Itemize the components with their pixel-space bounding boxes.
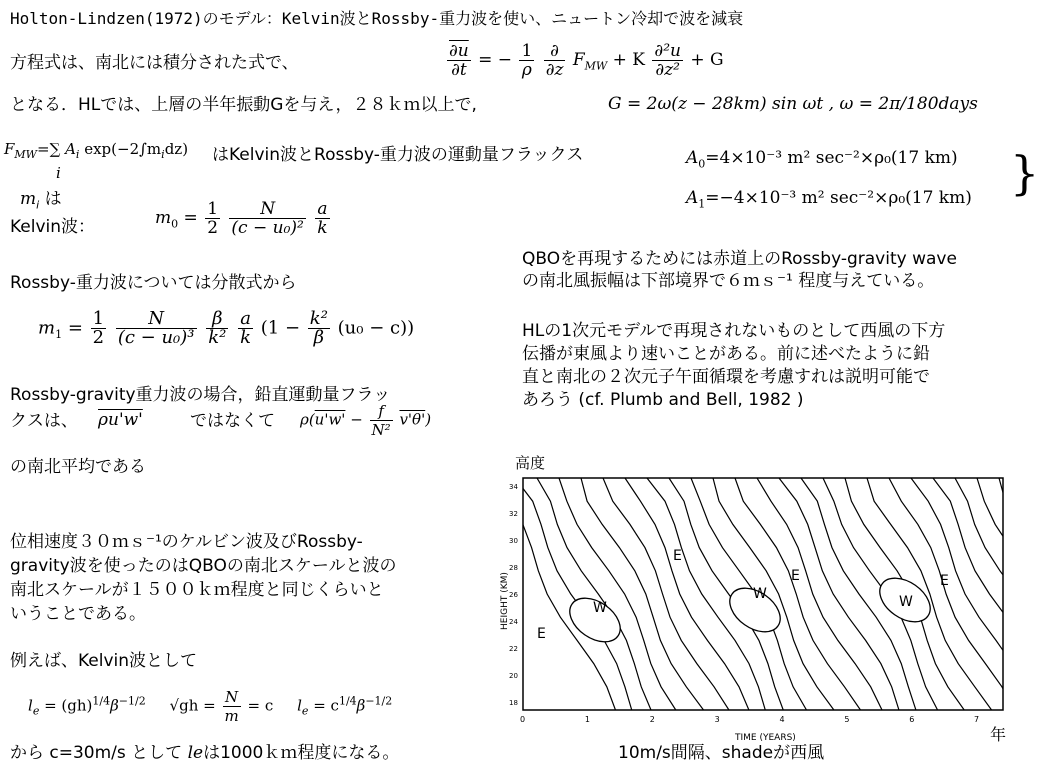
x-tick-label: 3 — [714, 715, 720, 724]
x-tick-label: 1 — [584, 715, 590, 724]
mi-line: $m_i$ は — [20, 189, 62, 212]
phase-line: いうことである。 — [10, 604, 146, 624]
hl-line: 直と南北の２次元子午面循環を考慮すれは説明可能で — [522, 367, 930, 387]
rossby-dispersion-text: Rossby-重力波については分散式から — [10, 273, 297, 293]
figure-caption: 10m/s間隔、shadeが西風 — [618, 743, 825, 763]
qbo-time-height-figure — [495, 470, 1015, 760]
a0-amplitude: $A_0=4\times 10^{-3}$ m² sec⁻²×ρ₀(17 km) — [686, 148, 958, 171]
hl-paragraph — [522, 320, 945, 412]
figure-x-unit: 年 — [990, 725, 1007, 744]
x-tick-label: 7 — [974, 715, 980, 724]
x-tick-label: 5 — [844, 715, 850, 724]
x-tick-label: 4 — [779, 715, 785, 724]
momentum-equation: $\frac{\partial u}{\partial t}$ = − $\frac{1}{\rho}$ $\frac{\partial}{\partial z}$ $F_{MW} + K$ $\frac{\text{∂²u}}{\text{∂z²}}$ + G — [449, 41, 724, 80]
fmw-equation: $F_{MW}=\sum$ $A_i$ $\exp(-2\int m_idz)$ i — [4, 140, 189, 182]
y-tick-label: 34 — [509, 483, 518, 491]
hl-line: あろう (cf. Plumb and Bell, 1982 ) — [522, 390, 804, 410]
le-equation: $l_e = (gh)^{1/4}\beta^{-1/2}$ √gh = $\frac{N}{m}$ = c $l_e = c^{1/4}\beta^{-1/2}$ — [28, 688, 393, 725]
fmw-description: はKelvin波とRossby-重力波の運動量フラックス — [212, 145, 584, 165]
a1-amplitude: $A_1=-4\times 10^{-3}$ m² sec⁻²×ρ₀(17 km) — [686, 188, 972, 211]
rg-flux-line2: クスは、 — [10, 411, 78, 431]
rg-flux-line3: の南北平均である — [10, 457, 146, 477]
region-label: E — [791, 568, 800, 584]
region-label: W — [593, 600, 607, 616]
phase-line: 南北スケールが１５００ｋｍ程度と同じくらいと — [10, 580, 384, 600]
conclusion-text: から c=30m/s として leは1000ｋｍ程度になる。 — [10, 743, 400, 763]
region-label: W — [899, 594, 913, 610]
hl-line: 伝播が東風より速いことがある。前に述べたように鉛 — [522, 344, 930, 364]
rg-flux-full: ρ(u'w' − $\frac{f}{\text{N²}}$ v'θ') — [300, 402, 432, 439]
y-tick-label: 22 — [509, 645, 518, 653]
intro-text: 方程式は、南北には積分された式で、 — [10, 53, 299, 73]
y-tick-label: 30 — [509, 537, 518, 545]
m1-equation: $m_1$ = $\frac{1}{2}$ $\frac{N}{\text{(c − u₀)³}}$ $\frac{\beta}{\text{k²}}$ $\frac{a}{k}$ (1 − $\frac{\text{k²}}{\beta}$ (u₀ − c)) — [38, 308, 415, 348]
phase-speed-paragraph — [10, 530, 397, 626]
qbo-line: の南北風振幅は下部境界で６ｍｓ⁻¹ 程度与えている。 — [522, 271, 935, 291]
region-label: E — [940, 573, 949, 589]
contour-line — [999, 478, 1039, 710]
y-tick-label: 32 — [509, 510, 518, 518]
y-tick-label: 18 — [509, 699, 518, 707]
y-tick-labels — [509, 483, 518, 707]
slide-title: Holton-Lindzen(1972)のモデル：Kelvin波とRossby-重力波を使い、ニュートン冷却で波を減衰 — [10, 9, 744, 28]
qbo-paragraph — [522, 248, 957, 292]
x-tick-label: 2 — [649, 715, 655, 724]
rg-flux-uw: ρu'w' — [98, 410, 143, 430]
example-text: 例えば、Kelvin波として — [10, 651, 198, 671]
x-tick-labels — [520, 715, 979, 724]
y-tick-label: 28 — [509, 564, 518, 572]
phase-line: gravity波を使ったのはQBOの南北スケールと波の — [10, 556, 397, 576]
contour-line — [1021, 478, 1039, 710]
phase-line: 位相速度３０ｍｓ⁻¹のケルビン波及びRossby- — [10, 532, 363, 552]
figure-y-label: 高度 — [515, 454, 546, 472]
x-tick-label: 0 — [520, 715, 526, 724]
g-equation: G = 2ω(z − 28km) sin ωt , ω = 2π/180days — [608, 94, 978, 114]
kelvin-label: Kelvin波： — [10, 217, 96, 237]
hl-forcing-text: となる．HLでは、上層の半年振動Gを与え，２８ｋｍ以上で, — [10, 95, 477, 115]
axis-y-label: HEIGHT (KM) — [500, 572, 510, 630]
region-label: W — [753, 586, 767, 602]
hl-line: HLの1次元モデルで再現されないものとして西風の下方 — [522, 321, 946, 341]
x-tick-label: 6 — [909, 715, 915, 724]
rg-flux-line1: Rossby-gravity重力波の場合，鉛直運動量フラッ — [10, 385, 391, 405]
region-label: E — [673, 548, 682, 564]
y-tick-label: 20 — [509, 672, 518, 680]
rg-not-text: ではなくて — [190, 411, 275, 431]
region-label: E — [537, 626, 546, 642]
m0-equation: $m_0$ = $\frac{1}{2}$ $\frac{N}{\text{(c − u₀)²}}$ $\frac{a}{k}$ — [155, 199, 328, 238]
y-tick-label: 26 — [509, 591, 518, 599]
amplitude-brace: } — [1010, 146, 1039, 200]
y-tick-label: 24 — [509, 618, 518, 626]
axis-x-label: TIME (YEARS) — [735, 733, 796, 743]
qbo-line: QBOを再現するためには赤道上のRossby-gravity wave — [522, 249, 957, 269]
